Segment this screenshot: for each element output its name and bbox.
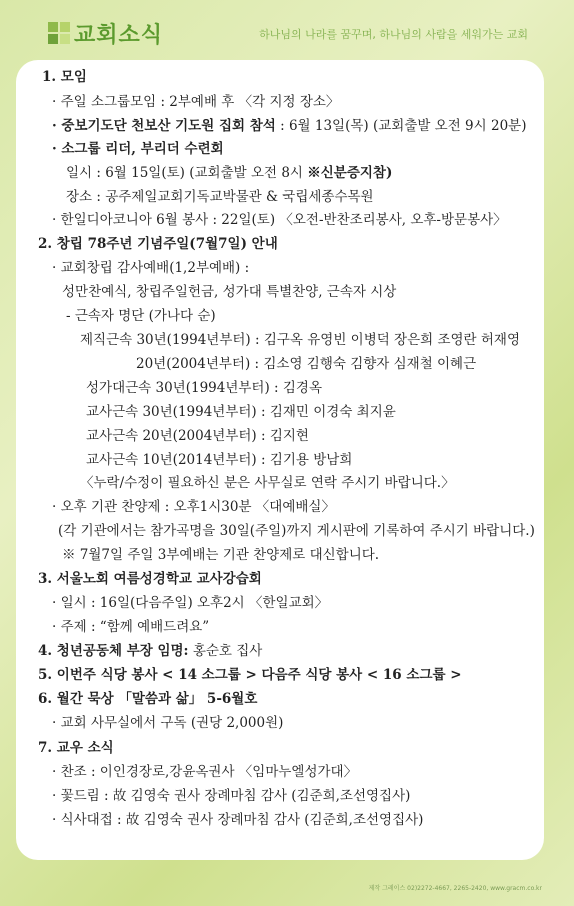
logo-icon <box>48 22 70 44</box>
news-item: 장소 : 공주제일교회기독교박물관 & 국립세종수목원 <box>66 189 374 205</box>
news-item: 교사근속 20년(2004년부터) : 김지현 <box>86 428 309 444</box>
news-item: · 찬조 : 이인경장로,강윤옥권사 〈임마누엘성가대〉 <box>52 764 358 780</box>
news-item <box>52 117 526 135</box>
news-item <box>66 164 392 182</box>
section-heading: 6. 월간 묵상 「말씀과 삶」 5-6월호 <box>38 691 258 707</box>
news-item: · 한일디아코니아 6월 봉사 : 22일(토) 〈오전-반찬조리봉사, 오후-방문봉사〉 <box>52 212 507 228</box>
section-heading: 2. 창립 78주년 기념주일(7월7일) 안내 <box>38 236 278 252</box>
news-item: · 교회 사무실에서 구독 (권당 2,000원) <box>52 715 284 731</box>
header <box>0 0 574 60</box>
section-heading: 1. 모임 <box>42 69 87 85</box>
news-item: · 소그룹 리더, 부리더 수련회 <box>52 141 224 157</box>
news-item-text: : 6월 13일(목) (교회출발 오전 9시 20분) <box>275 118 527 134</box>
news-item: 성만찬예식, 창립주일헌금, 성가대 특별찬양, 근속자 시상 <box>62 284 397 300</box>
footer-credit: 제작 그레이스 02)2272-4667, 2265-2420, www.gracm.co.kr <box>368 885 542 892</box>
news-item-bold: · 중보기도단 천보산 기도원 집회 참석 <box>52 118 276 134</box>
section-heading: 5. 이번주 식당 봉사 < 14 소그룹 > 다음주 식당 봉사 < 16 소그룹 > <box>38 667 462 683</box>
news-item: 성가대근속 30년(1994년부터) : 김경옥 <box>86 380 322 396</box>
news-item: 교사근속 10년(2014년부터) : 김기용 방남희 <box>86 452 353 468</box>
news-item: · 교회창립 감사예배(1,2부예배) : <box>52 260 250 276</box>
news-item: · 일시 : 16일(다음주일) 오후2시 〈한일교회〉 <box>52 595 329 611</box>
news-item: - 근속자 명단 (가나다 순) <box>66 308 216 324</box>
news-item: · 꽃드림 : 故 김영숙 권사 장례마침 감사 (김준희,조선영집사) <box>52 788 411 804</box>
slogan: 하나님의 나라를 꿈꾸며, 하나님의 사람을 세워가는 교회 <box>259 28 528 41</box>
section-heading: 3. 서울노회 여름성경학교 교사강습회 <box>38 571 262 587</box>
news-item: ※ 7월7일 주일 3부예배는 기관 찬양제로 대신합니다. <box>62 547 380 563</box>
news-item: 교사근속 30년(1994년부터) : 김재민 이경숙 최지윤 <box>86 404 396 420</box>
section-heading-bold: 4. 청년공동체 부장 임명: <box>38 643 189 659</box>
news-item: · 주제 : “함께 예배드려요” <box>52 619 210 635</box>
news-item-text: 일시 : 6월 15일(토) (교회출발 오전 8시 <box>66 165 308 181</box>
news-item: 제직근속 30년(1994년부터) : 김구옥 유영빈 이병덕 장은희 조영란 허재영 <box>80 332 521 348</box>
news-item: · 식사대접 : 故 김영숙 권사 장례마침 감사 (김준희,조선영집사) <box>52 812 424 828</box>
news-item: (각 기관에서는 참가곡명을 30일(주일)까지 게시판에 기록하여 주시기 바랍니다.) <box>58 523 535 539</box>
news-item-text: 홍순호 집사 <box>188 643 263 659</box>
section-heading: 7. 교우 소식 <box>38 740 114 756</box>
news-item-bold: ※신분증지참) <box>307 165 393 181</box>
news-item: 20년(2004년부터) : 김소영 김행숙 김향자 심재철 이혜근 <box>136 356 477 372</box>
section-heading <box>38 642 262 660</box>
news-item: · 오후 기관 찬양제 : 오후1시30분 〈대예배실〉 <box>52 499 335 515</box>
news-item: · 주일 소그룹모임 : 2부예배 후 〈각 지정 장소〉 <box>52 94 340 110</box>
page-title: 교회소식 <box>74 23 164 48</box>
news-card <box>16 60 544 860</box>
news-item: 〈누락/수정이 필요하신 분은 사무실로 연락 주시기 바랍니다.〉 <box>80 475 455 491</box>
